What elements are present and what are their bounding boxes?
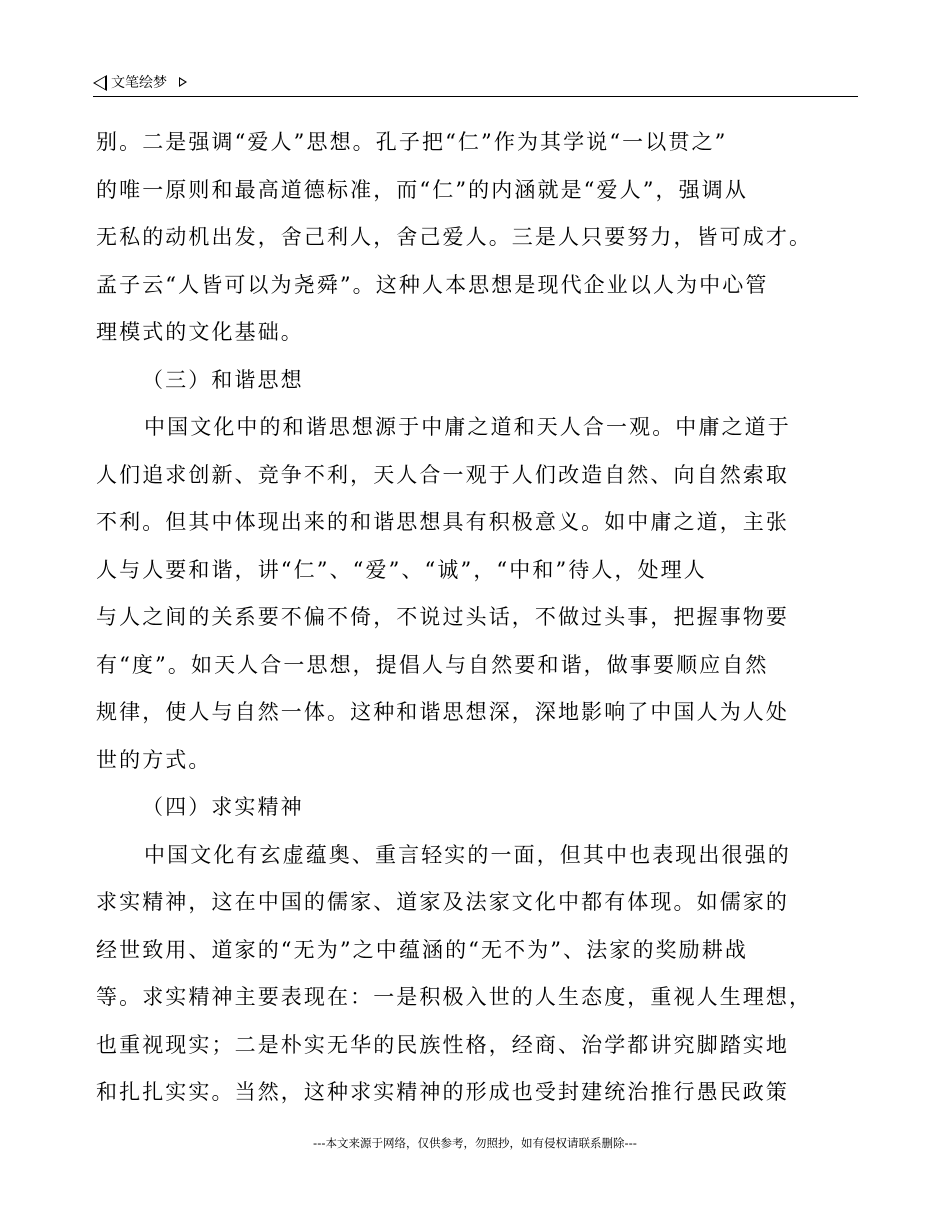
document-body [96,119,856,1117]
text-line: 经世致用、道家的“无为”之中蕴涵的“无不为”、法家的奖励耕战 [96,937,748,962]
header-divider [93,96,858,97]
text-line: 有“度”。如天人合一思想，提倡人与自然要和谐，做事要顺应自然 [96,652,769,677]
text-line: 不利。但其中体现出来的和谐思想具有积极意义。如中庸之道，主张 [96,510,789,534]
text-line: 别。二是强调“爱人”思想。孔子把“仁”作为其学说“一以贯之” [96,130,728,154]
text-line: 无私的动机出发，舍己利人，舍己爱人。三是人只要努力，皆可成才。 [96,225,813,249]
text-line: 也重视现实；二是朴实无华的民族性格，经商、治学都讲究脚踏实地 [96,1032,789,1057]
text-line: 孟子云“人皆可以为尧舜”。这种人本思想是现代企业以人为中心管 [96,272,769,297]
section-heading: （四）求实精神 [142,795,304,819]
triangle-left-icon [93,75,107,91]
text-line: 人们追求创新、竞争不利，天人合一观于人们改造自然、向自然索取 [96,462,789,487]
text-line: 世的方式。 [96,747,212,772]
header-title: 文笔绘梦 [111,75,167,91]
text-line: 理模式的文化基础。 [96,320,304,344]
text-line: 中国文化有玄虚蕴奥、重言轻实的一面，但其中也表现出很强的 [144,842,791,867]
text-line: 规律，使人与自然一体。这种和谐思想深，深地影响了中国人为人处 [96,700,789,724]
text-line: 等。求实精神主要表现在：一是积极入世的人生态度，重视人生理想， [96,985,813,1009]
page-header [93,72,858,96]
text-line: 人与人要和谐，讲“仁”、“爱”、“诚”，“中和”待人，处理人 [96,557,707,582]
text-line: 求实精神，这在中国的儒家、道家及法家文化中都有体现。如儒家的 [96,890,789,914]
page-footer: ---本文来源于网络，仅供参考，勿照抄，如有侵权请联系删除--- [313,1136,637,1150]
text-line: 与人之间的关系要不偏不倚，不说过头话，不做过头事，把握事物要 [96,605,789,629]
text-line: 和扎扎实实。当然，这种求实精神的形成也受封建统治推行愚民政策 [96,1080,789,1104]
text-line: 中国文化中的和谐思想源于中庸之道和天人合一观。中庸之道于 [144,415,791,439]
section-heading: （三）和谐思想 [142,367,304,392]
triangle-right-icon [179,77,187,87]
text-line: 的唯一原则和最高道德标准，而“仁”的内涵就是“爱人”，强调从 [96,177,748,202]
